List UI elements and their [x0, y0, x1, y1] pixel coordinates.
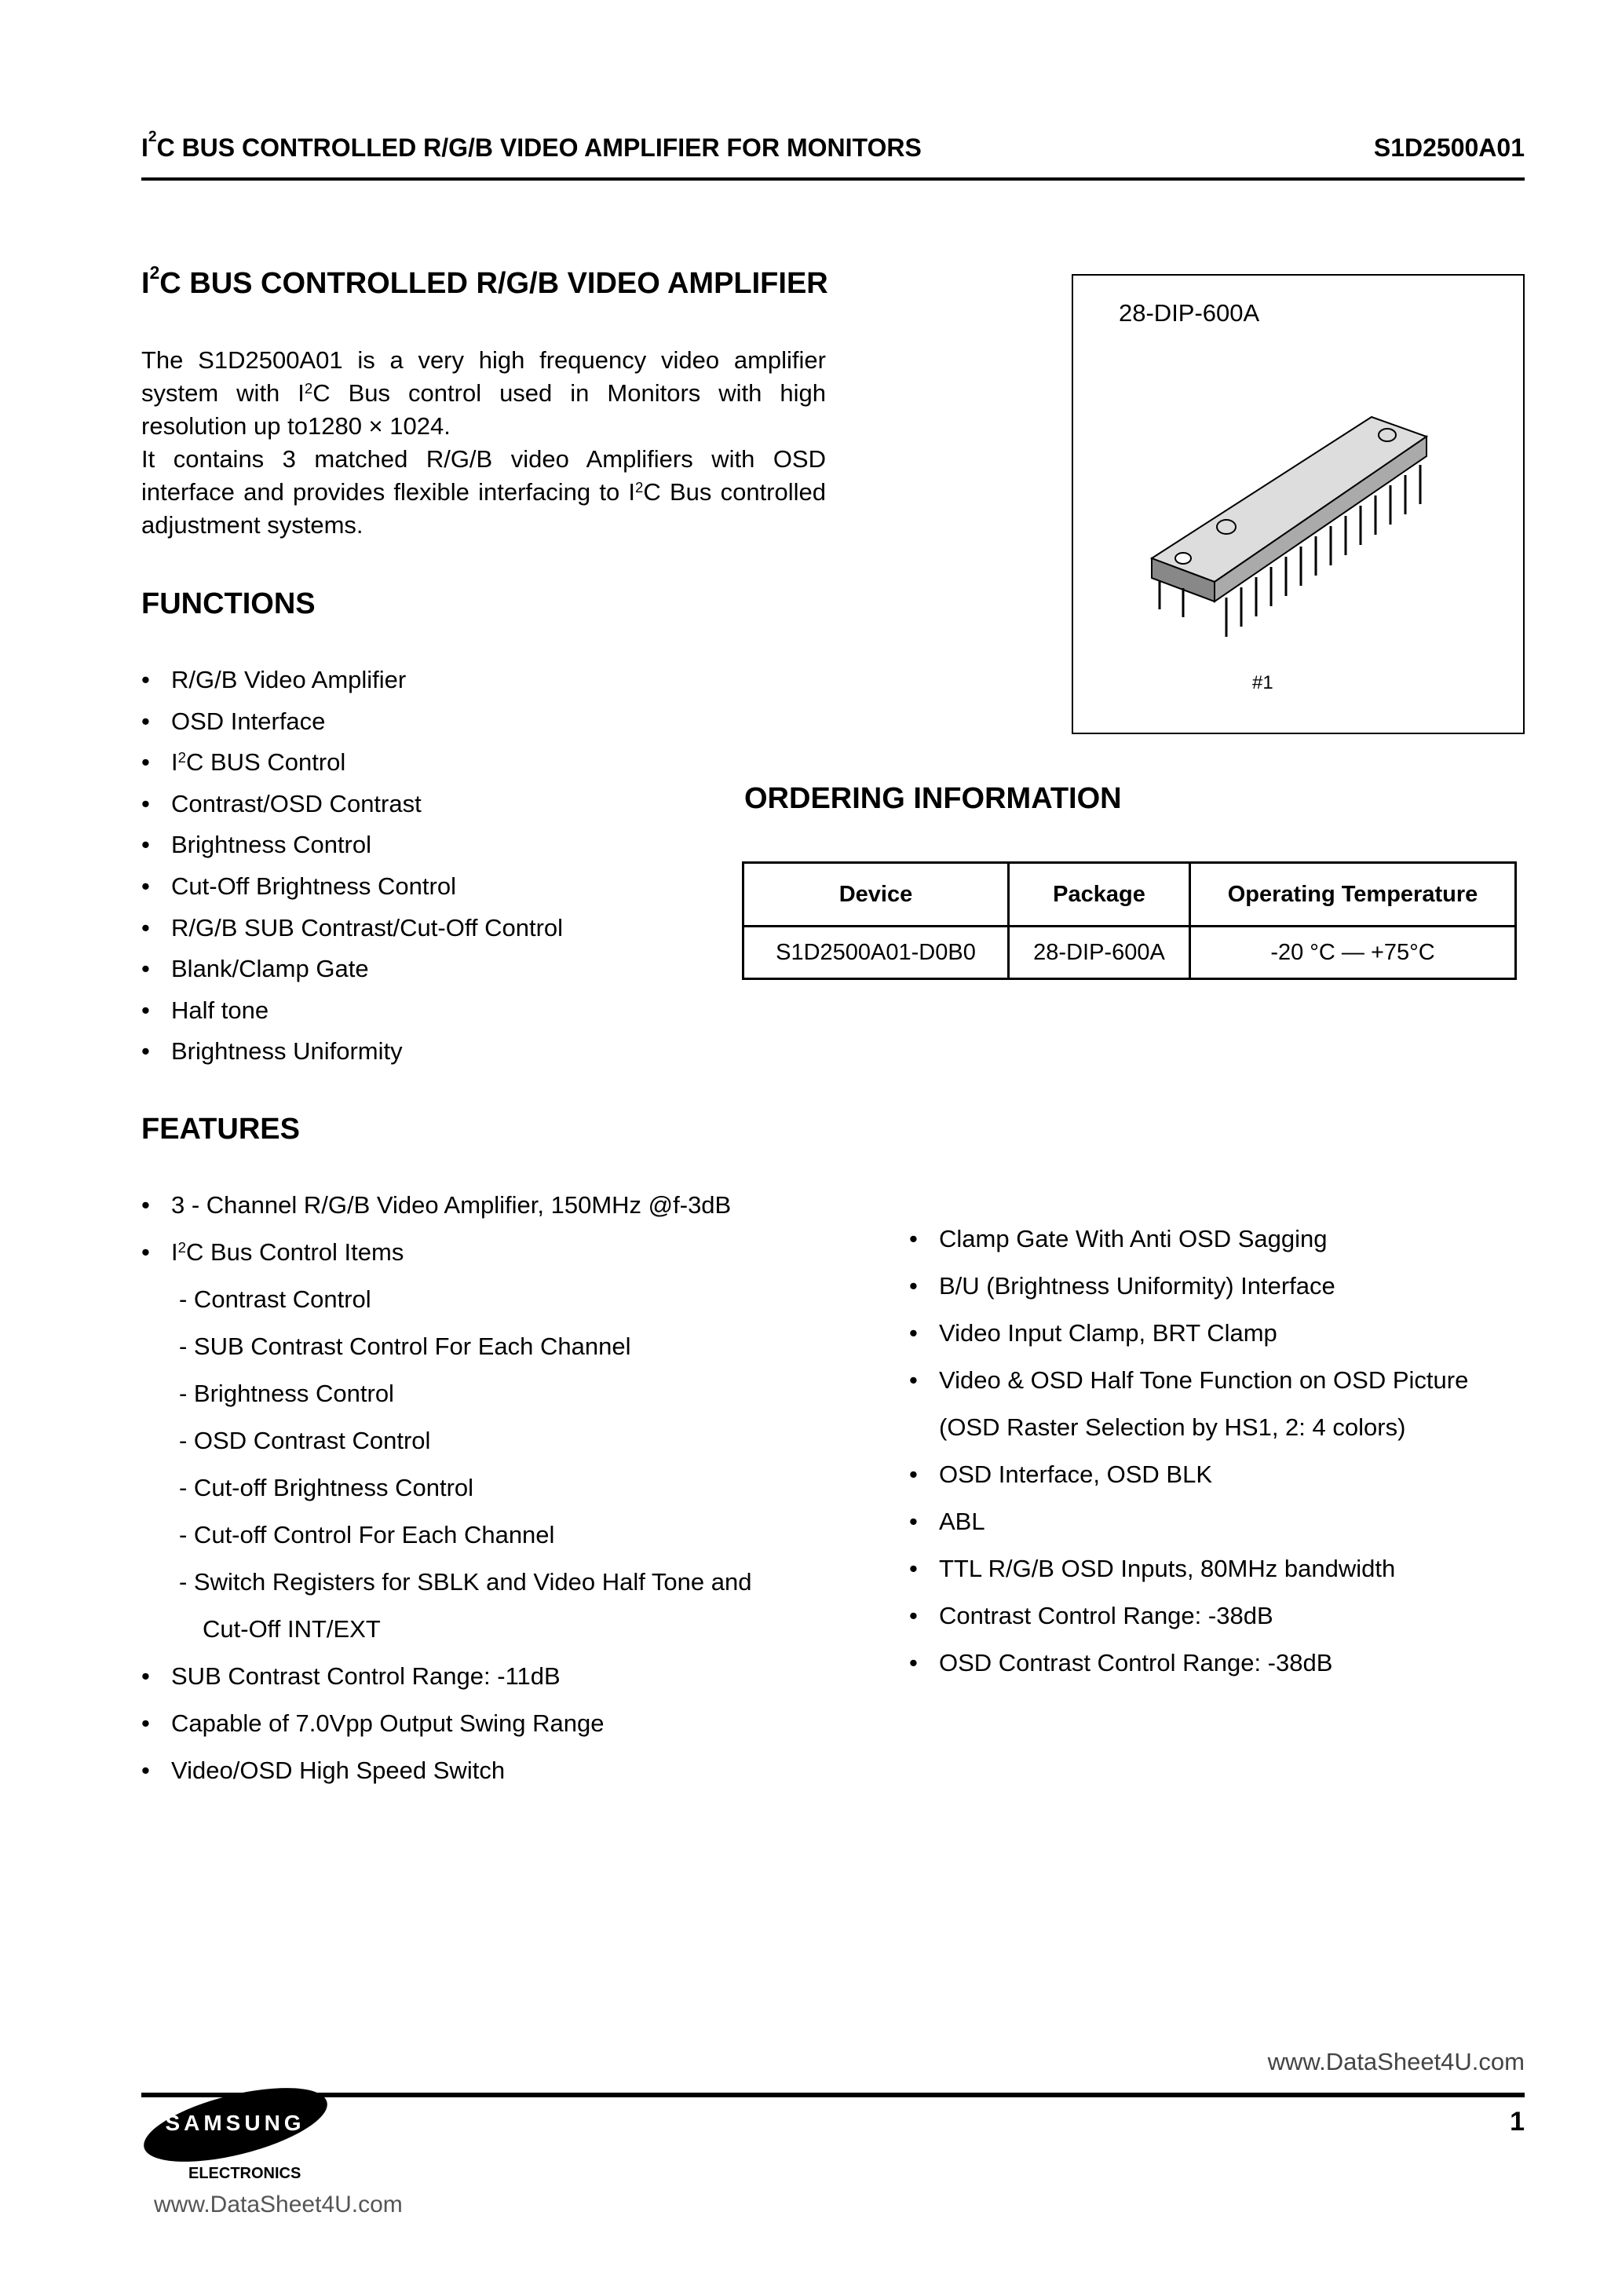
- table-cell: S1D2500A01-D0B0: [743, 927, 1009, 979]
- list-item: • Brightness Control: [141, 828, 563, 870]
- footer-rule: [141, 2093, 1525, 2097]
- logo-subtext: ELECTRONICS: [188, 2165, 301, 2182]
- table-row: [743, 927, 1516, 979]
- functions-list: [141, 664, 563, 1077]
- list-item: • Half tone: [141, 994, 563, 1036]
- list-item: Cut-Off INT/EXT: [203, 1615, 381, 1643]
- functions-heading: FUNCTIONS: [141, 587, 316, 620]
- logo-text: SAMSUNG: [165, 2111, 305, 2136]
- list-item: • Capable of 7.0Vpp Output Swing Range: [141, 1707, 864, 1754]
- list-item: • Clamp Gate With Anti OSD Sagging: [909, 1223, 1506, 1270]
- running-header-part-number: S1D2500A01: [1373, 133, 1525, 162]
- list-item: • Cut-Off Brightness Control: [141, 870, 563, 912]
- list-item: • Contrast Control Range: -38dB: [909, 1600, 1506, 1647]
- intro-text: The S1D2500A01 is a very high frequency video amplifier system with $I^2C$ Bus control used in Monitors with high resolution up to1280 × 1024. It contains 3 matched R/G/B video Amplifiers with OSD interface and provides flexible interfacing to $I^2C$ Bus controlled adjustment systems.: [141, 346, 826, 539]
- page-title: $I^2C$ BUS CONTROLLED R/G/B VIDEO AMPLIFIER: [141, 262, 828, 300]
- list-item: • Contrast/OSD Contrast: [141, 788, 563, 829]
- list-item: • Video & OSD Half Tone Function on OSD Picture: [909, 1364, 1506, 1411]
- list-item: • Video/OSD High Speed Switch: [141, 1754, 864, 1801]
- list-item: - Brightness Control: [179, 1380, 394, 1407]
- running-header-title: $I^2C$ BUS CONTROLLED R/G/B VIDEO AMPLIFIER FOR MONITORS: [141, 129, 922, 162]
- list-item: • $I^2C$ BUS Control: [141, 746, 563, 788]
- list-item: • Video Input Clamp, BRT Clamp: [909, 1317, 1506, 1364]
- features-list-left: [141, 1189, 864, 1801]
- list-item: • 3 - Channel R/G/B Video Amplifier, 150MHz @f-3dB: [141, 1189, 864, 1236]
- list-item: - Cut-off Brightness Control: [179, 1474, 474, 1501]
- package-label: 28-DIP-600A: [1119, 299, 1260, 327]
- list-item: - Switch Registers for SBLK and Video Half Tone and: [179, 1568, 752, 1596]
- ordering-heading: ORDERING INFORMATION: [744, 782, 1122, 815]
- header-rule: [141, 177, 1525, 181]
- features-heading: FEATURES: [141, 1113, 300, 1146]
- list-item: - SUB Contrast Control For Each Channel: [179, 1333, 631, 1360]
- column-header: Device: [743, 863, 1009, 927]
- table-header-row: [743, 863, 1516, 927]
- list-item: • ABL: [909, 1505, 1506, 1552]
- table-cell: -20 °C — +75°C: [1190, 927, 1516, 979]
- list-item: • Brightness Uniformity: [141, 1035, 563, 1077]
- table-cell: 28-DIP-600A: [1009, 927, 1190, 979]
- footer-watermark: www.DataSheet4U.com: [1267, 2048, 1525, 2075]
- list-item: • R/G/B Video Amplifier: [141, 664, 563, 705]
- ordering-table: [742, 861, 1517, 980]
- dip-chip-illustration: [1136, 401, 1466, 668]
- list-item: • $I^2C$ Bus Control Items: [141, 1236, 864, 1283]
- list-item: • OSD Interface: [141, 705, 563, 747]
- list-item: • Blank/Clamp Gate: [141, 952, 563, 994]
- samsung-logo: [137, 2073, 334, 2177]
- list-item: (OSD Raster Selection by HS1, 2: 4 colors): [939, 1413, 1406, 1441]
- features-list-right: [909, 1223, 1506, 1694]
- list-item: • OSD Interface, OSD BLK: [909, 1458, 1506, 1505]
- column-header: Package: [1009, 863, 1190, 927]
- bottom-watermark: www.DataSheet4U.com: [154, 2192, 403, 2217]
- list-item: - Cut-off Control For Each Channel: [179, 1521, 555, 1548]
- list-item: • R/G/B SUB Contrast/Cut-Off Control: [141, 912, 563, 953]
- list-item: - Contrast Control: [179, 1285, 371, 1313]
- column-header: Operating Temperature: [1190, 863, 1516, 927]
- list-item: • OSD Contrast Control Range: -38dB: [909, 1647, 1506, 1694]
- list-item: • TTL R/G/B OSD Inputs, 80MHz bandwidth: [909, 1552, 1506, 1600]
- package-figure: [1072, 274, 1525, 734]
- list-item: • B/U (Brightness Uniformity) Interface: [909, 1270, 1506, 1317]
- list-item: • SUB Contrast Control Range: -11dB: [141, 1660, 864, 1707]
- page-number: 1: [1510, 2107, 1525, 2137]
- pin1-label: #1: [1252, 672, 1273, 693]
- list-item: - OSD Contrast Control: [179, 1427, 431, 1454]
